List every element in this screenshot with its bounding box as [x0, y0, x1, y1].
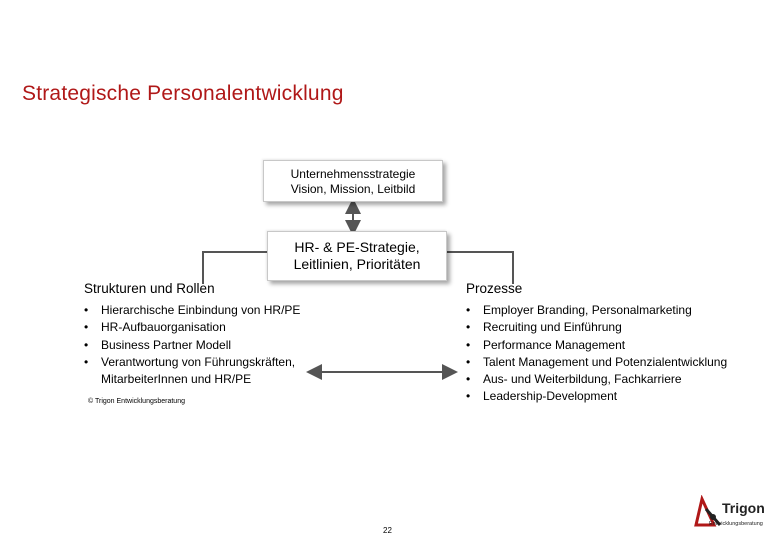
processes-heading: Prozesse — [466, 281, 523, 296]
list-item: • Hierarchische Einbindung von HR/PE — [84, 302, 334, 319]
list-item: • Business Partner Modell — [84, 337, 334, 354]
list-item: • Recruiting und Einführung — [466, 319, 766, 336]
logo-tagline: Entwicklungsberatung — [709, 521, 763, 527]
hr-strategy-line2: Leitlinien, Prioritäten — [293, 256, 421, 272]
page-title: Strategische Personalentwicklung — [22, 82, 344, 105]
corporate-strategy-line2: Vision, Mission, Leitbild — [290, 182, 416, 196]
structures-heading: Strukturen und Rollen — [84, 281, 215, 296]
list-item: • Verantwortung von Führungskräften, MitarbeiterInnen und HR/PE — [84, 354, 334, 389]
list-item: • Talent Management und Potenzialentwicklung — [466, 354, 766, 371]
logo-name: Trigon — [722, 500, 765, 516]
left-branch-line — [203, 252, 267, 284]
hr-strategy-line1: HR- & PE-Strategie, — [294, 239, 420, 255]
copyright-notice: © Trigon Entwicklungsberatung — [88, 398, 185, 405]
corporate-strategy-box — [263, 160, 443, 202]
corporate-strategy-line1: Unternehmensstrategie — [290, 167, 416, 181]
list-item: • Leadership-Development — [466, 388, 766, 405]
right-branch-line — [447, 252, 513, 284]
list-item: • Aus- und Weiterbildung, Fachkarriere — [466, 371, 766, 388]
page-number: 22 — [383, 526, 392, 535]
hr-strategy-box — [267, 231, 447, 281]
processes-list — [466, 302, 766, 406]
list-item: • HR-Aufbauorganisation — [84, 319, 334, 336]
list-item: • Performance Management — [466, 337, 766, 354]
structures-list — [84, 302, 334, 388]
list-item: • Employer Branding, Personalmarketing — [466, 302, 766, 319]
